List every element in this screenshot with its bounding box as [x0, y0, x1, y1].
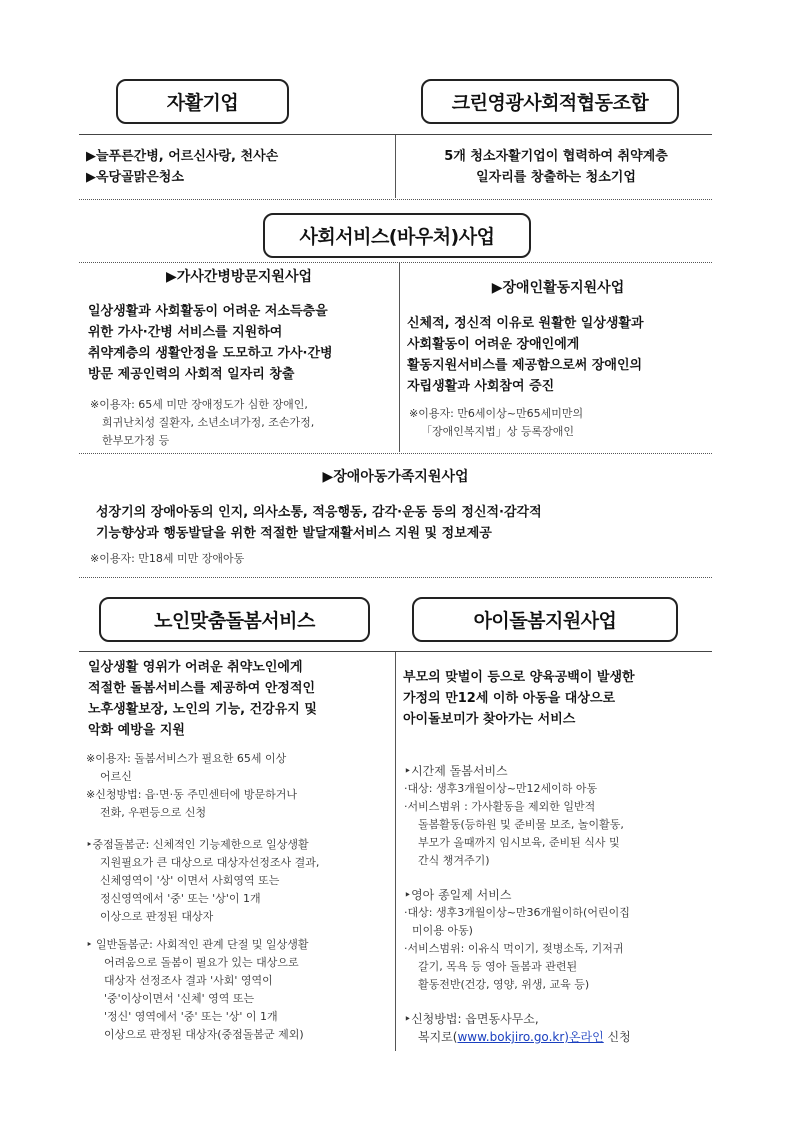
divider — [395, 652, 396, 1051]
text-line: 자립생활과 사회참여 증진 — [407, 379, 555, 394]
text-line: 노후생활보장, 노인의 기능, 건강유지 및 — [88, 702, 317, 717]
hourly-care-service — [404, 762, 624, 870]
childcare-body — [403, 667, 635, 730]
text-line: 기능향상과 행동발달을 위한 적절한 발달재활서비스 지원 및 정보제공 — [96, 526, 492, 541]
apply-prefix: 복지로( — [418, 1030, 458, 1044]
text-line: 부모가 올때까지 임시보육, 준비된 식사 및 — [418, 836, 620, 849]
text-line: 일상생활 영위가 어려운 취약노인에게 — [88, 660, 303, 675]
text-line: 갈기, 목욕 등 영아 돌봄과 관련된 — [418, 960, 578, 973]
text-line: 이상으로 판정된 대상자(중점돌봄군 제외) — [104, 1028, 304, 1041]
text-line: 간식 챙겨주기) — [418, 854, 490, 867]
text-line: ·서비스범위 : 가사활동을 제외한 일반적 — [404, 800, 596, 813]
bokjiro-link[interactable]: www.bokjiro.go.kr)온라인 — [457, 1030, 604, 1044]
childcare-title: 아이돌봄지원사업 — [412, 597, 678, 642]
general-care-group — [86, 936, 308, 1044]
text-line: ‣신청방법: 읍면동사무소, — [404, 1012, 539, 1026]
text-line: ·대상: 생후3개월이상~만36개월이하(어린이집 — [404, 906, 630, 919]
text-line: 취약계층의 생활안정을 도모하고 가사·간병 — [88, 346, 333, 361]
housekeeping-body — [88, 301, 333, 385]
coop-description — [400, 146, 712, 188]
housekeeping-note — [90, 396, 314, 450]
list-item: ▶옥당골맑은청소 — [86, 170, 184, 185]
text-line: 한부모가정 등 — [102, 434, 170, 447]
text-line: 활동전반(건강, 영양, 위생, 교육 등) — [418, 978, 590, 991]
text-line: 일상생활과 사회활동이 어려운 저소득층을 — [88, 304, 328, 319]
voucher-title: 사회서비스(바우처)사업 — [263, 213, 531, 258]
text-line: 정신영역에서 '중' 또는 '상'이 1개 — [100, 892, 261, 905]
enterprise-list — [86, 146, 278, 188]
text-line — [404, 1028, 631, 1046]
text-line: 적절한 돌봄서비스를 제공하여 안정적인 — [88, 681, 316, 696]
text-line: ※신청방법: 읍·면·동 주민센터에 방문하거나 — [86, 788, 298, 801]
text-line: 지원필요가 큰 대상으로 대상자선정조사 결과, — [100, 856, 320, 869]
text-line: '중'이상이면서 '신체' 영역 또는 — [104, 992, 255, 1005]
text-line: 방문 제공인력의 사회적 일자리 창출 — [88, 367, 295, 382]
divider — [79, 453, 712, 454]
disability-note — [409, 405, 583, 441]
text-line: 신체적, 정신적 이유로 원활한 일상생활과 — [407, 316, 644, 331]
text-line: ·대상: 생후3개월이상~만12세이하 아동 — [404, 782, 598, 795]
child-disability-heading: ▶장애아동가족지원사업 — [322, 469, 469, 485]
text-line: 미이용 아동) — [412, 924, 473, 937]
infant-fullday-service — [404, 886, 630, 994]
elderly-eligibility-note — [86, 750, 297, 822]
text-line: 전화, 우편등으로 신청 — [100, 806, 207, 819]
text-line: 신체영역이 '상' 이면서 사회영역 또는 — [100, 874, 280, 887]
text-line: ‣중점돌봄군: 신체적인 기능제한으로 일상생활 — [86, 838, 309, 851]
apply-suffix: 신청 — [603, 1030, 631, 1044]
text-line: 부모의 맞벌이 등으로 양육공백이 발생한 — [403, 670, 635, 685]
text-line: 대상자 선정조사 결과 '사회' 영역이 — [104, 974, 273, 987]
divider — [79, 262, 712, 263]
text-line: 활동지원서비스를 제공함으로써 장애인의 — [407, 358, 643, 373]
child-disability-body — [96, 502, 542, 544]
text-line: 희귀난치성 질환자, 소년소녀가정, 조손가정, — [102, 416, 315, 429]
text-line: 일자리를 창출하는 청소기업 — [476, 170, 636, 185]
coop-title: 크린영광사회적협동조합 — [421, 79, 679, 124]
text-line: ※이용자: 65세 미만 장애정도가 심한 장애인, — [90, 398, 308, 411]
text-line: ‣ 일반돌봄군: 사회적인 관계 단절 및 일상생활 — [86, 938, 309, 951]
text-line: ‣시간제 돌봄서비스 — [404, 764, 508, 778]
divider — [399, 263, 400, 452]
text-line: 어르신 — [100, 770, 132, 783]
text-line: 아이돌보미가 찾아가는 서비스 — [403, 712, 576, 727]
text-line: ※이용자: 돌봄서비스가 필요한 65세 이상 — [86, 752, 287, 765]
text-line: 사회활동이 어려운 장애인에게 — [407, 337, 580, 352]
elderly-body — [88, 657, 317, 741]
text-line: 돌봄활동(등하원 및 준비물 보조, 놀이활동, — [418, 818, 624, 831]
text-line: ‣영아 종일제 서비스 — [404, 888, 512, 902]
housekeeping-heading: ▶가사간병방문지원사업 — [165, 269, 312, 285]
list-item: ▶늘푸른간병, 어르신사랑, 천사손 — [86, 149, 279, 164]
text-line: 가정의 만12세 이하 아동을 대상으로 — [403, 691, 616, 706]
text-line: '정신' 영역에서 '중' 또는 '상' 이 1개 — [104, 1010, 278, 1023]
childcare-application — [404, 1010, 631, 1046]
disability-heading: ▶장애인활동지원사업 — [491, 280, 625, 296]
text-line: 악화 예방을 지원 — [88, 723, 185, 738]
text-line: ※이용자: 만6세이상~만65세미만의 — [409, 407, 584, 420]
text-line: 위한 가사·간병 서비스를 지원하여 — [88, 325, 283, 340]
child-disability-note: ※이용자: 만18세 미만 장애아동 — [90, 552, 245, 565]
text-line: 어려움으로 돌봄이 필요가 있는 대상으로 — [104, 956, 299, 969]
text-line: ·서비스범위: 이유식 먹이기, 젖병소독, 기저귀 — [404, 942, 624, 955]
text-line: 「장애인복지법」상 등록장애인 — [421, 425, 575, 438]
disability-body — [407, 313, 644, 397]
divider — [79, 199, 712, 200]
intensive-care-group — [86, 836, 319, 926]
divider — [79, 577, 712, 578]
text-line: 5개 청소자활기업이 협력하여 취약계층 — [444, 149, 668, 164]
divider — [395, 135, 396, 198]
elderly-care-title: 노인맞춤돌봄서비스 — [99, 597, 370, 642]
text-line: 성장기의 장애아동의 인지, 의사소통, 적응행동, 감각·운동 등의 정신적·감각적 — [96, 505, 542, 520]
text-line: 이상으로 판정된 대상자 — [100, 910, 214, 923]
self-support-enterprise-title: 자활기업 — [116, 79, 289, 124]
